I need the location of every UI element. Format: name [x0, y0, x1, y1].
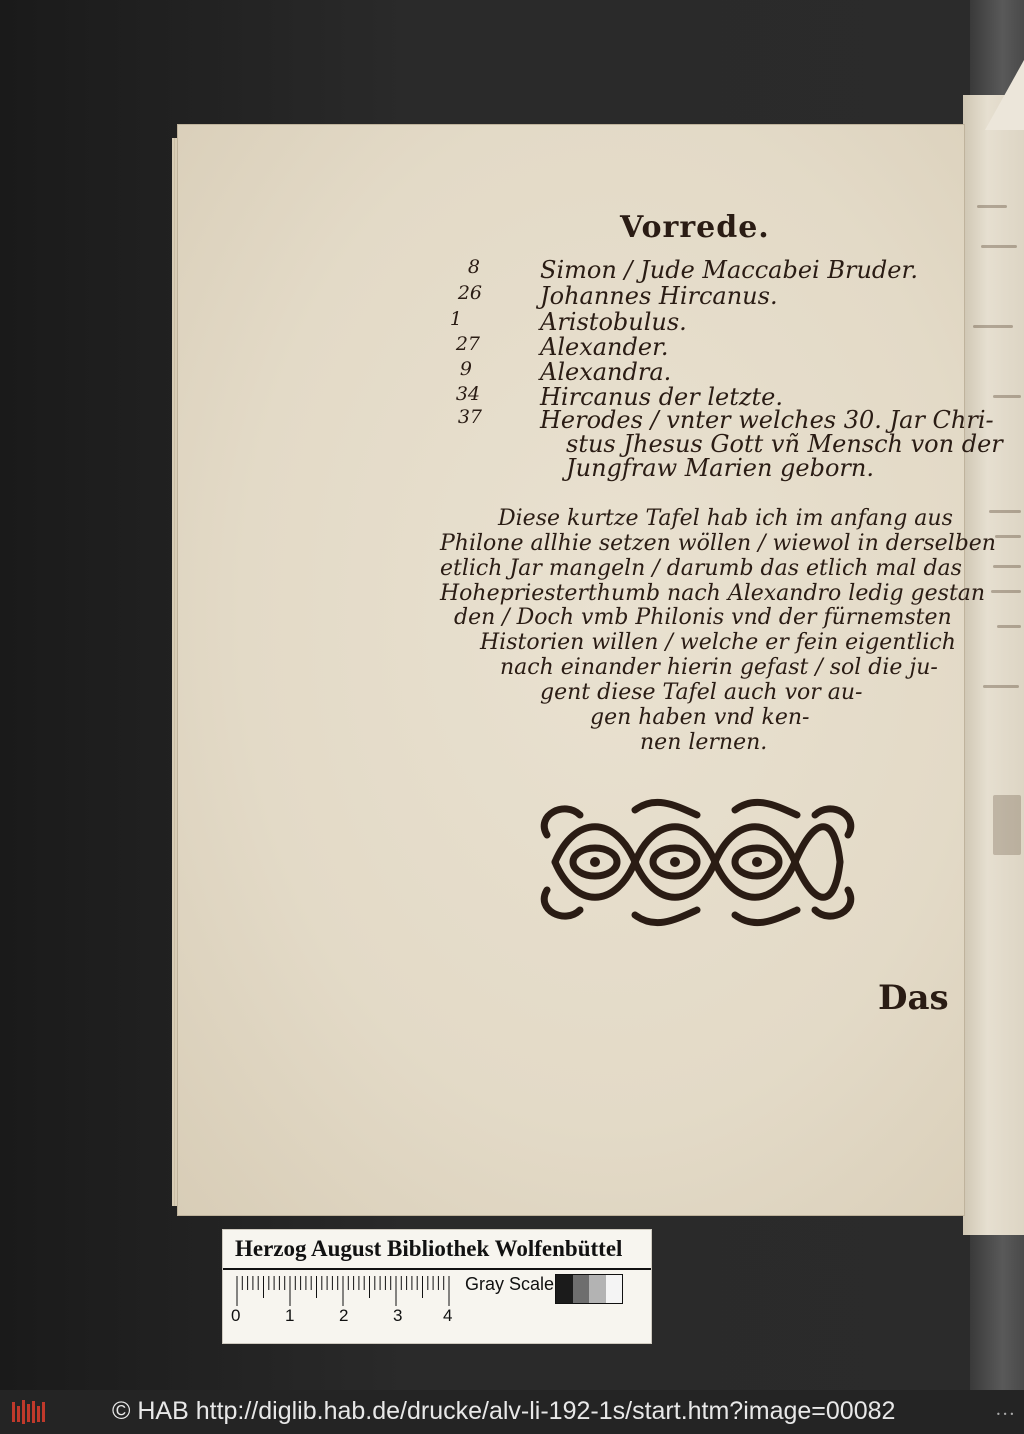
- entry-name: Aristobulus.: [540, 308, 687, 336]
- paragraph-line: Diese kurtze Tafel hab ich im anfang aus: [498, 506, 953, 531]
- paragraph-line: Philone allhie setzen wöllen / wiewol in derselben: [440, 531, 996, 556]
- paragraph-line: gent diese Tafel auch vor au-: [540, 680, 863, 705]
- paragraph-line: gen haben vnd ken-: [590, 705, 810, 730]
- entry-number: 8: [467, 256, 480, 278]
- label-title: Herzog August Bibliothek Wolfenbüttel: [235, 1236, 623, 1261]
- ruler-icon: [235, 1274, 453, 1308]
- entry-name: Johannes Hircanus.: [540, 282, 778, 310]
- page-header: Vorrede.: [620, 210, 770, 245]
- entry-continuation: stus Jhesus Gott vñ Mensch von der: [566, 430, 1003, 458]
- entry-number: 37: [457, 406, 482, 428]
- entry-continuation: Jungfraw Marien geborn.: [566, 454, 874, 482]
- knotwork-ornament-icon: [535, 795, 860, 930]
- paragraph-line: den / Doch vmb Philonis vnd der fürnemsten: [454, 605, 952, 630]
- catchword: Das: [878, 978, 949, 1018]
- gray-swatch: [606, 1275, 623, 1303]
- entry-name: Simon / Jude Maccabei Bruder.: [540, 256, 918, 284]
- paragraph-line: nen lernen.: [640, 730, 768, 755]
- entry-number: 1: [449, 308, 462, 330]
- paragraph-line: etlich Jar mangeln / darumb das etlich mal das: [440, 556, 962, 581]
- hab-logo-icon: [10, 1398, 48, 1426]
- scale-digit: 2: [339, 1306, 349, 1325]
- gray-swatch: [589, 1275, 606, 1303]
- entry-name: Herodes / vnter welches 30. Jar Chri-: [540, 406, 994, 434]
- facing-page-edge: [963, 95, 1024, 1235]
- footer-bar: [0, 1390, 1024, 1434]
- entry-name: Hircanus der letzte.: [540, 383, 783, 411]
- gray-swatch: [556, 1275, 573, 1303]
- paragraph-line: Historien willen / welche er fein eigentlich: [480, 630, 956, 655]
- entry-name: Alexander.: [540, 333, 669, 361]
- scale-digit: 4: [443, 1306, 453, 1325]
- copyright-link[interactable]: © HAB http://diglib.hab.de/drucke/alv-li-192-1s/start.htm?image=00082: [112, 1397, 896, 1425]
- entry-name: Alexandra.: [540, 358, 672, 386]
- entry-number: 9: [459, 358, 472, 380]
- gray-scale-label: Gray Scale: [465, 1274, 555, 1294]
- color-scale-label: [222, 1229, 652, 1344]
- scale-digit: 3: [393, 1306, 403, 1325]
- scale-digit: 1: [285, 1306, 295, 1325]
- paragraph-line: Hohepriesterthumb nach Alexandro ledig gestan: [440, 581, 986, 606]
- scale-digit: 0: [231, 1306, 241, 1325]
- entry-number: 26: [457, 282, 482, 304]
- entry-number: 34: [455, 383, 480, 405]
- more-dots-icon[interactable]: •••: [996, 1410, 1017, 1419]
- paragraph-line: nach einander hierin gefast / sol die ju-: [500, 655, 938, 680]
- gray-scale-swatches: [555, 1274, 623, 1304]
- label-divider: [223, 1268, 651, 1270]
- gray-swatch: [573, 1275, 590, 1303]
- entry-number: 27: [455, 333, 480, 355]
